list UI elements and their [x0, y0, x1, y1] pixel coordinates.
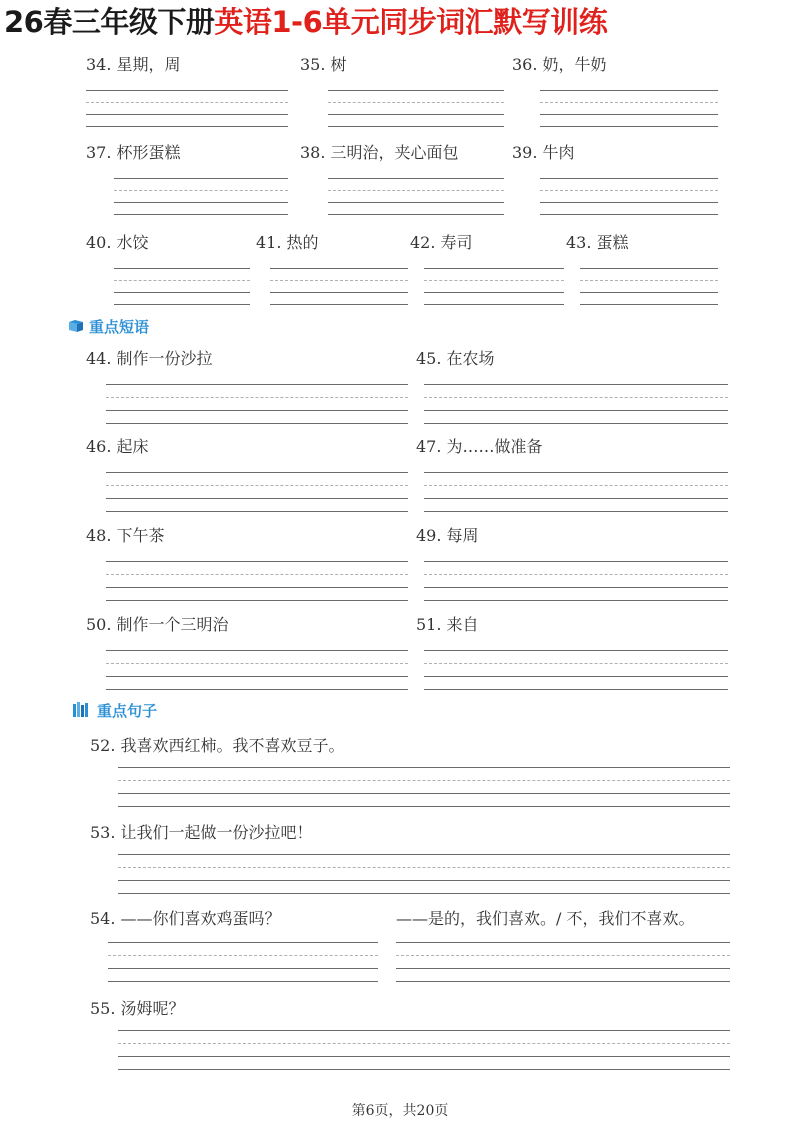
item-label: 43. 蛋糕 [566, 233, 629, 252]
item-label: 51. 来自 [416, 615, 479, 634]
phrase-item-50 [86, 612, 408, 696]
sentence-item-54-answer [396, 906, 730, 986]
item-label: 42. 寿司 [410, 233, 473, 252]
sentence-item-55 [90, 996, 730, 1076]
sentence-item-54-question [90, 906, 378, 986]
sentence-item-53 [90, 820, 730, 900]
item-label: 37. 杯形蛋糕 [86, 143, 181, 162]
phrase-item-44 [86, 346, 408, 430]
item-label: 38. 三明治，夹心面包 [300, 143, 459, 162]
vocab-item-37 [86, 140, 288, 220]
title-subject: 英语1-6单元同步词汇默写训练 [214, 5, 608, 39]
phrase-item-48 [86, 523, 408, 607]
page-number: 第6页，共20页 [351, 1103, 449, 1119]
sentence-item-52 [90, 733, 730, 813]
vocab-item-39 [512, 140, 718, 220]
vocab-item-34 [86, 52, 288, 132]
item-label: 40. 水饺 [86, 233, 149, 252]
vocab-item-36 [512, 52, 718, 132]
item-label: 54. ——你们喜欢鸡蛋吗？ [90, 909, 281, 928]
item-label: ——是的，我们喜欢。/ 不，我们不喜欢。 [396, 909, 695, 928]
section-title: 重点短语 [89, 318, 150, 336]
vocab-item-42 [410, 230, 564, 310]
phrase-item-49 [416, 523, 728, 607]
phrase-item-46 [86, 434, 408, 518]
item-label: 41. 热的 [256, 233, 319, 252]
item-label: 50. 制作一个三明治 [86, 615, 229, 634]
vocab-item-43 [566, 230, 718, 310]
item-label: 52. 我喜欢西红柿。我不喜欢豆子。 [90, 736, 345, 755]
book-icon [68, 319, 84, 337]
books-icon [72, 702, 92, 722]
item-label: 48. 下午茶 [86, 526, 165, 545]
vocab-item-41 [256, 230, 408, 310]
vocab-item-38 [300, 140, 504, 220]
page-title [4, 0, 796, 44]
section-title: 重点句子 [97, 702, 158, 720]
item-label: 49. 每周 [416, 526, 479, 545]
item-label: 35. 树 [300, 55, 347, 74]
item-label: 39. 牛肉 [512, 143, 575, 162]
item-label: 36. 奶，牛奶 [512, 55, 607, 74]
vocab-item-40 [86, 230, 250, 310]
item-label: 47. 为……做准备 [416, 437, 543, 456]
item-label: 53. 让我们一起做一份沙拉吧！ [90, 823, 313, 842]
phrase-item-47 [416, 434, 728, 518]
section-heading-sentences [72, 700, 157, 722]
title-grade: 26春三年级下册 [4, 5, 215, 39]
item-label: 46. 起床 [86, 437, 149, 456]
phrase-item-51 [416, 612, 728, 696]
phrase-item-45 [416, 346, 728, 430]
section-heading-phrases [68, 316, 149, 337]
item-label: 44. 制作一份沙拉 [86, 349, 213, 368]
item-label: 34. 星期，周 [86, 55, 181, 74]
vocab-item-35 [300, 52, 504, 132]
item-label: 45. 在农场 [416, 349, 495, 368]
item-label: 55. 汤姆呢？ [90, 999, 185, 1018]
